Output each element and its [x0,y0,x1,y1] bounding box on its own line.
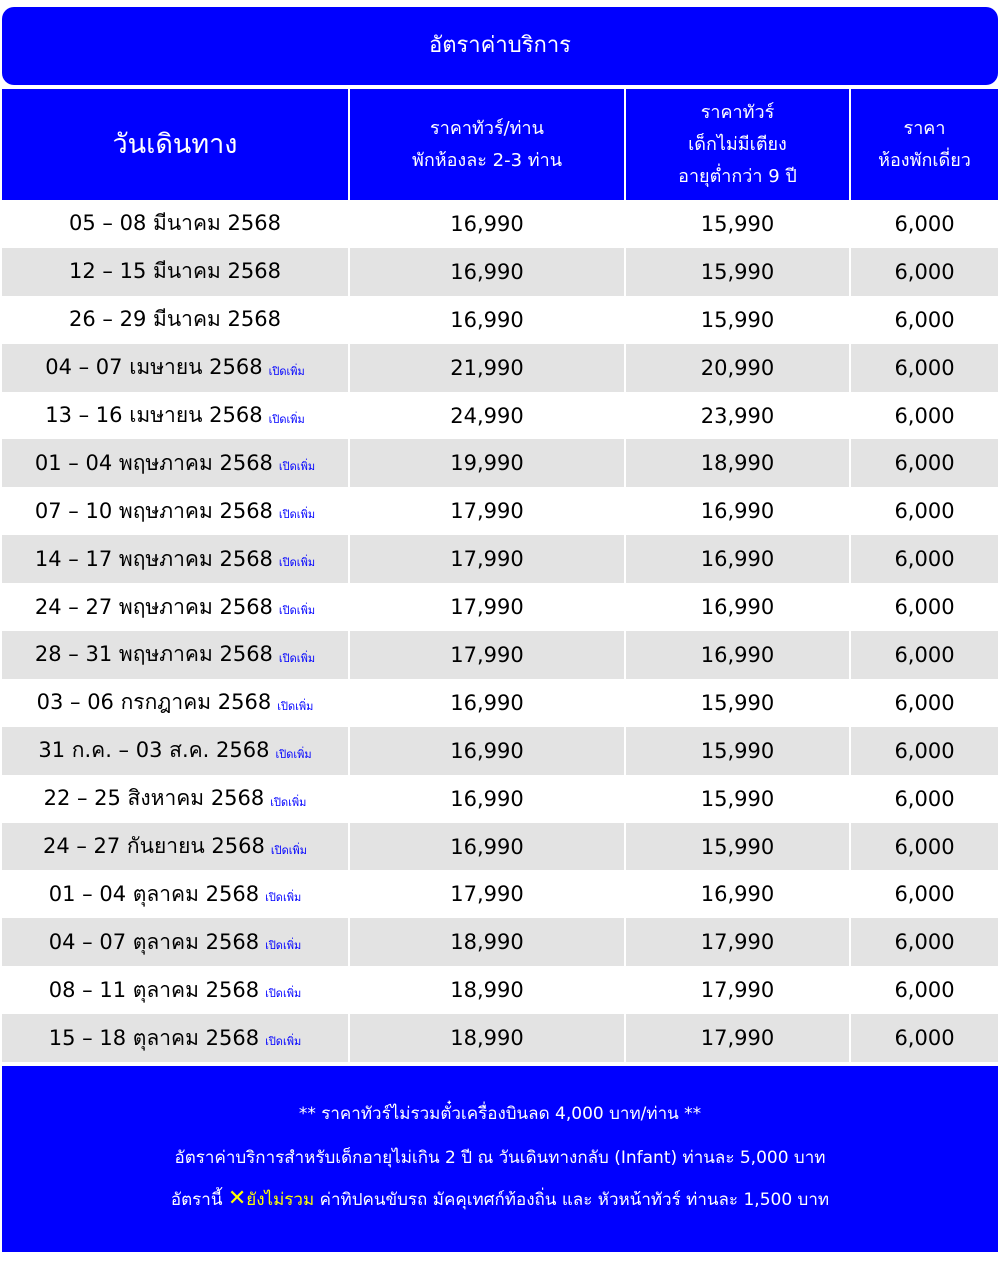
footer-note-infant: อัตราค่าบริการสำหรับเด็กอายุไม่เกิน 2 ปี ณ วันเดินทางกลับ (Infant) ท่านละ 5,000 บาท [174,1148,826,1168]
child-price-cell: 17,990 [626,1014,851,1062]
extra-departure-badge: เปิดเพิ่ม [278,508,316,522]
table-row [2,870,998,918]
table-row [2,775,998,823]
date-cell [2,487,350,535]
extra-departure-badge: เปิดเพิ่ม [278,604,316,618]
table-title: อัตราค่าบริการ [2,7,998,85]
header-date-label: วันเดินทาง [112,128,238,160]
child-price-cell: 20,990 [626,344,851,392]
single-room-cell: 6,000 [894,834,955,859]
single-room-cell: 6,000 [894,403,955,428]
adult-price-cell: 17,990 [350,870,626,918]
footer-tips-suffix: ค่าทิปคนขับรถ มัคคุเทศก์ท้องถิ่น และ หัวหน้าทัวร์ ท่านละ 1,500 บาท [314,1190,830,1210]
header-child-line3: อายุต่ำกว่า 9 ปี [678,165,797,187]
extra-departure-badge: เปิดเพิ่ม [270,843,308,857]
travel-date: 12 – 15 มีนาคม 2568 [69,259,281,284]
extra-departure-badge: เปิดเพิ่ม [277,699,314,713]
travel-date: 05 – 08 มีนาคม 2568 [69,211,281,236]
header-single-line1: ราคา [903,117,946,139]
travel-date: 14 – 17 พฤษภาคม 2568 [34,546,273,571]
date-cell [2,200,350,248]
single-room-cell: 6,000 [894,978,955,1003]
single-room-cell: 6,000 [894,930,955,955]
travel-date: 01 – 04 ตุลาคม 2568 [48,881,260,906]
single-room-cell: 6,000 [894,738,955,763]
single-room-cell: 6,000 [894,451,955,476]
travel-date: 24 – 27 พฤษภาคม 2568 [34,594,273,619]
travel-date: 03 – 06 กรกฎาคม 2568 [36,690,272,715]
single-room-cell: 6,000 [894,690,955,715]
adult-price-cell: 17,990 [350,583,626,631]
extra-departure-badge: เปิดเพิ่ม [278,651,316,665]
travel-date: 01 – 04 พฤษภาคม 2568 [34,450,273,475]
extra-departure-badge: เปิดเพิ่ม [268,412,305,426]
header-adult-price [350,89,626,200]
child-price-cell: 17,990 [626,966,851,1014]
child-price-cell: 16,990 [626,631,851,679]
child-price-cell: 15,990 [626,823,851,871]
single-room-cell: 6,000 [894,642,955,667]
header-date [2,89,350,200]
table-row [2,487,998,535]
extra-departure-badge: เปิดเพิ่ม [265,987,302,1001]
child-price-cell: 15,990 [626,200,851,248]
adult-price-cell: 21,990 [350,344,626,392]
x-mark-icon: ✕ [227,1186,247,1211]
adult-price-cell: 16,990 [350,679,626,727]
date-cell [2,535,350,583]
child-price-cell: 15,990 [626,775,851,823]
date-cell [2,918,350,966]
footer-note-airfare: ** ราคาทัวร์ไม่รวมตั๋วเครื่องบินลด 4,000 บาท/ท่าน ** [298,1104,702,1124]
table-row [2,583,998,631]
header-single-line2: ห้องพักเดี่ยว [878,149,971,171]
single-room-cell: 6,000 [894,595,955,620]
footer-tips-highlight: ยังไม่รวม [246,1190,315,1210]
extra-departure-badge: เปิดเพิ่ม [275,747,312,761]
adult-price-cell: 16,990 [350,296,626,344]
adult-price-cell: 17,990 [350,631,626,679]
adult-price-cell: 18,990 [350,966,626,1014]
extra-departure-badge: เปิดเพิ่ม [265,939,302,953]
header-child-line1: ราคาทัวร์ [700,101,775,123]
adult-price-cell: 16,990 [350,775,626,823]
extra-departure-badge: เปิดเพิ่ม [278,556,316,570]
adult-price-cell: 24,990 [350,392,626,440]
table-row [2,392,998,440]
header-child-price [626,89,851,200]
single-room-cell: 6,000 [894,355,955,380]
table-row [2,918,998,966]
single-room-cell: 6,000 [894,786,955,811]
single-room-cell: 6,000 [894,307,955,332]
table-body [2,200,998,1062]
extra-departure-badge: เปิดเพิ่ม [265,891,302,905]
adult-price-cell: 16,990 [350,200,626,248]
date-cell [2,823,350,871]
date-cell [2,679,350,727]
table-row [2,966,998,1014]
date-cell [2,439,350,487]
adult-price-cell: 17,990 [350,535,626,583]
travel-date: 15 – 18 ตุลาคม 2568 [48,1025,260,1050]
footer-note-tips [2,1186,998,1213]
table-row [2,727,998,775]
extra-departure-badge: เปิดเพิ่ม [278,460,316,474]
travel-date: 26 – 29 มีนาคม 2568 [69,307,281,332]
child-price-cell: 23,990 [626,392,851,440]
child-price-cell: 17,990 [626,918,851,966]
child-price-cell: 15,990 [626,679,851,727]
table-row [2,631,998,679]
date-cell [2,296,350,344]
table-row [2,200,998,248]
adult-price-cell: 17,990 [350,487,626,535]
table-row [2,439,998,487]
child-price-cell: 16,990 [626,535,851,583]
table-row [2,535,998,583]
child-price-cell: 16,990 [626,870,851,918]
single-room-cell: 6,000 [894,499,955,524]
child-price-cell: 18,990 [626,439,851,487]
table-header [2,89,998,200]
date-cell [2,870,350,918]
child-price-cell: 15,990 [626,727,851,775]
date-cell [2,248,350,296]
travel-date: 22 – 25 สิงหาคม 2568 [43,786,265,811]
date-cell [2,392,350,440]
adult-price-cell: 16,990 [350,823,626,871]
child-price-cell: 16,990 [626,583,851,631]
travel-date: 31 ก.ค. – 03 ส.ค. 2568 [38,738,270,763]
date-cell [2,727,350,775]
travel-date: 24 – 27 กันยายน 2568 [42,834,265,859]
single-room-cell: 6,000 [894,1026,955,1051]
child-price-cell: 16,990 [626,487,851,535]
adult-price-cell: 16,990 [350,248,626,296]
child-price-cell: 15,990 [626,296,851,344]
extra-departure-badge: เปิดเพิ่ม [265,1035,302,1049]
travel-date: 28 – 31 พฤษภาคม 2568 [34,642,273,667]
travel-date: 04 – 07 เมษายน 2568 [45,355,263,380]
footer-notes [2,1066,998,1252]
table-row [2,1014,998,1062]
travel-date: 13 – 16 เมษายน 2568 [45,403,263,427]
extra-departure-badge: เปิดเพิ่ม [270,795,307,809]
date-cell [2,775,350,823]
travel-date: 07 – 10 พฤษภาคม 2568 [34,498,273,523]
extra-departure-badge: เปิดเพิ่ม [268,364,305,378]
table-row [2,823,998,871]
date-cell [2,344,350,392]
table-row [2,679,998,727]
table-row [2,296,998,344]
single-room-cell: 6,000 [894,211,955,236]
single-room-cell: 6,000 [894,547,955,572]
travel-date: 04 – 07 ตุลาคม 2568 [48,929,260,954]
child-price-cell: 15,990 [626,248,851,296]
header-adult-line2: พักห้องละ 2-3 ท่าน [411,149,563,171]
adult-price-cell: 18,990 [350,1014,626,1062]
single-room-cell: 6,000 [894,259,955,284]
adult-price-cell: 18,990 [350,918,626,966]
footer-tips-prefix: อัตรานี้ [170,1190,228,1210]
date-cell [2,631,350,679]
adult-price-cell: 16,990 [350,727,626,775]
table-row [2,344,998,392]
header-child-line2: เด็กไม่มีเตียง [688,133,787,155]
single-room-cell: 6,000 [894,882,955,907]
header-adult-line1: ราคาทัวร์/ท่าน [430,117,544,139]
travel-date: 08 – 11 ตุลาคม 2568 [48,977,260,1002]
date-cell [2,1014,350,1062]
date-cell [2,966,350,1014]
adult-price-cell: 19,990 [350,439,626,487]
header-single-room [851,89,998,200]
table-row [2,248,998,296]
date-cell [2,583,350,631]
